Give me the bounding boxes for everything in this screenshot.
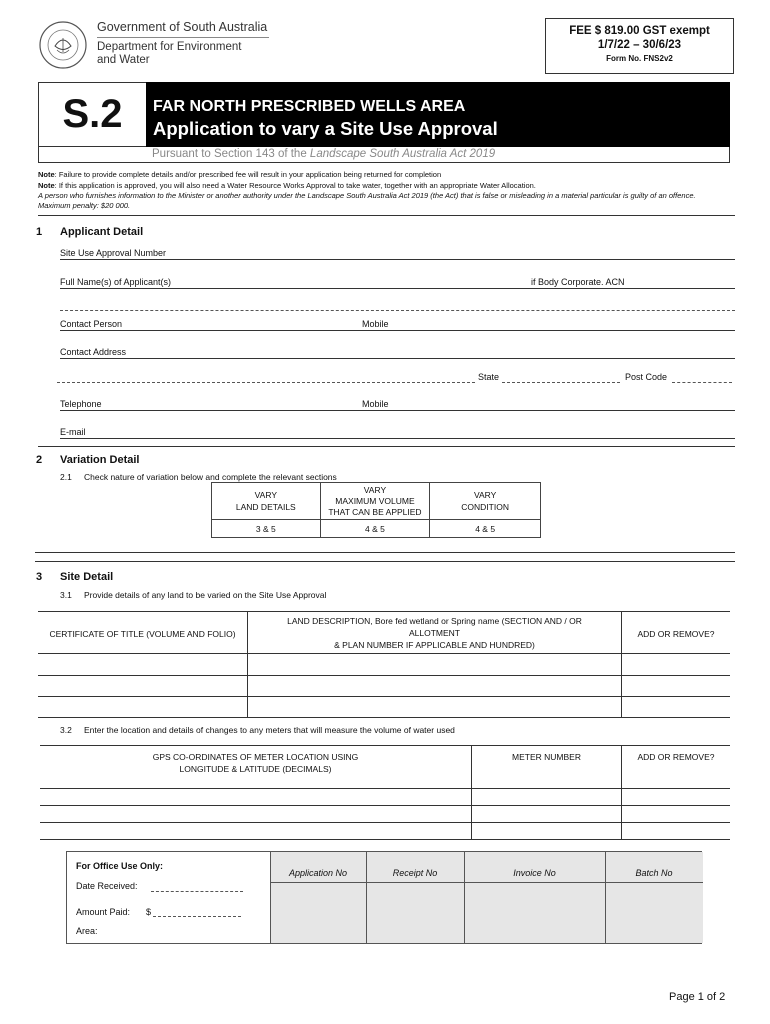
subsection-3-1-number: 3.1 xyxy=(60,590,72,600)
section3-title: Site Detail xyxy=(60,571,114,583)
land-row-2[interactable] xyxy=(38,676,730,696)
act-name: Landscape South Australia Act 2019 xyxy=(309,148,496,160)
fee-period: 1/7/22 – 30/6/23 xyxy=(597,39,682,51)
site-use-approval-label: Site Use Approval Number xyxy=(60,248,167,258)
invoice-no-header: Invoice No xyxy=(513,868,556,878)
mobile-label: Mobile xyxy=(362,319,389,329)
section1-title: Applicant Detail xyxy=(60,226,144,238)
receipt-no-header: Receipt No xyxy=(392,868,438,878)
date-received-label: Date Received: xyxy=(76,881,138,891)
form-title: Application to vary a Site Use Approval xyxy=(153,118,498,139)
application-no-header: Application No xyxy=(288,868,348,878)
subsection-3-1-text: Provide details of any land to be varied on the Site Use Approval xyxy=(84,590,327,600)
date-received-field[interactable] xyxy=(151,891,243,892)
state-field[interactable] xyxy=(502,382,620,383)
contact-person-label: Contact Person xyxy=(60,319,123,329)
amount-paid-field[interactable] xyxy=(153,916,241,917)
pursuant-box xyxy=(38,147,730,163)
site-use-approval-field[interactable] xyxy=(60,259,735,260)
form-code-box xyxy=(38,82,146,147)
section3-number: 3 xyxy=(36,571,43,583)
mobile-label-2: Mobile xyxy=(362,399,389,409)
telephone-label: Telephone xyxy=(60,399,102,409)
land-details-sections: 3 & 5 xyxy=(212,520,321,538)
contact-address-label: Contact Address xyxy=(60,347,127,357)
subsection-3-2-number: 3.2 xyxy=(60,725,72,735)
vary-condition-header[interactable]: VARY CONDITION xyxy=(430,483,541,520)
amount-paid-label: Amount Paid: xyxy=(76,907,131,917)
subsection-2-1-number: 2.1 xyxy=(60,472,72,482)
meter-row-3[interactable] xyxy=(40,823,730,839)
section1-number: 1 xyxy=(36,226,43,238)
meter-details-table xyxy=(40,745,730,840)
post-code-field[interactable] xyxy=(672,382,732,383)
section2-title: Variation Detail xyxy=(60,454,140,466)
page-number: Page 1 of 2 xyxy=(669,991,726,1003)
land-row-1[interactable] xyxy=(38,654,730,675)
telephone-field[interactable] xyxy=(60,410,735,411)
fee-box xyxy=(545,18,734,74)
post-code-label: Post Code xyxy=(625,372,668,382)
section2-number: 2 xyxy=(36,454,43,466)
department-name-line2: and Water xyxy=(97,54,150,66)
add-or-remove-header: ADD OR REMOVE? xyxy=(637,629,715,639)
land-description-header: LAND DESCRIPTION, Bore fed wetland or Spring name (SECTION AND / OR ALLOTMENT & PLAN NUMBER IF APPLICABLE AND HUNDRED) xyxy=(287,616,582,650)
email-field[interactable] xyxy=(60,438,735,439)
certificate-of-title-header: CERTIFICATE OF TITLE (VOLUME AND FOLIO) xyxy=(49,629,236,639)
vary-land-details-header[interactable]: VARY LAND DETAILS xyxy=(212,483,321,520)
subsection-3-2-text: Enter the location and details of changes to any meters that will measure the volume of water used xyxy=(84,725,455,735)
contact-address-field[interactable] xyxy=(60,358,735,359)
amount-currency: $ xyxy=(146,907,152,917)
state-label: State xyxy=(478,372,500,382)
full-name-continuation-field[interactable] xyxy=(60,310,735,311)
condition-sections: 4 & 5 xyxy=(430,520,541,538)
acn-label: if Body Corporate. ACN xyxy=(531,277,625,287)
title-banner xyxy=(146,82,730,147)
government-logo xyxy=(38,20,88,70)
full-name-field[interactable] xyxy=(60,288,735,289)
area-label: Area: xyxy=(76,926,98,936)
note-approval: Note: If this application is approved, you will also need a Water Resource Works Approval to take water, together with an appropriate Water Allocation. xyxy=(38,181,536,190)
variation-table xyxy=(211,482,541,538)
subsection-2-1-text: Check nature of variation below and complete the relevant sections xyxy=(84,472,337,482)
land-row-3[interactable] xyxy=(38,697,730,717)
meter-row-2[interactable] xyxy=(40,806,730,822)
form-code: S.2 xyxy=(62,92,123,136)
contact-person-field[interactable] xyxy=(60,330,735,331)
office-use-heading: For Office Use Only: xyxy=(76,861,164,871)
gps-coordinates-header: GPS CO-ORDINATES OF METER LOCATION USING LONGITUDE & LATITUDE (DECIMALS) xyxy=(152,752,359,774)
meter-row-1[interactable] xyxy=(40,789,730,805)
fee-amount: FEE $ 819.00 GST exempt xyxy=(569,25,710,37)
office-use-box xyxy=(66,851,702,944)
email-label: E-mail xyxy=(60,427,86,437)
full-name-label: Full Name(s) of Applicant(s) xyxy=(60,277,172,287)
vary-maximum-volume-header[interactable]: VARY MAXIMUM VOLUME THAT CAN BE APPLIED xyxy=(320,483,430,520)
department-name-line1: Department for Environment xyxy=(97,41,242,53)
land-details-table xyxy=(38,611,730,718)
offence-warning: A person who furnishes information to the Minister or another authority under the Landscape South Australia Act 2019 (the Act) that is false or misleading in a material particular is guilty of an offence. Maximum penalty: $20 000. xyxy=(38,191,696,210)
note-completion: Note: Failure to provide complete details and/or prescribed fee will result in your application being returned for completion xyxy=(38,170,442,179)
address-continuation-field[interactable] xyxy=(57,382,475,383)
form-number: Form No. FNS2v2 xyxy=(606,54,673,63)
meter-number-header: METER NUMBER xyxy=(512,752,581,762)
government-name: Government of South Australia xyxy=(97,20,268,34)
meter-add-or-remove-header: ADD OR REMOVE? xyxy=(637,752,715,762)
batch-no-header: Batch No xyxy=(635,868,673,878)
pursuant-text: Pursuant to Section 143 of the xyxy=(152,148,310,160)
maximum-volume-sections: 4 & 5 xyxy=(320,520,430,538)
area-title: FAR NORTH PRESCRIBED WELLS AREA xyxy=(153,98,466,115)
